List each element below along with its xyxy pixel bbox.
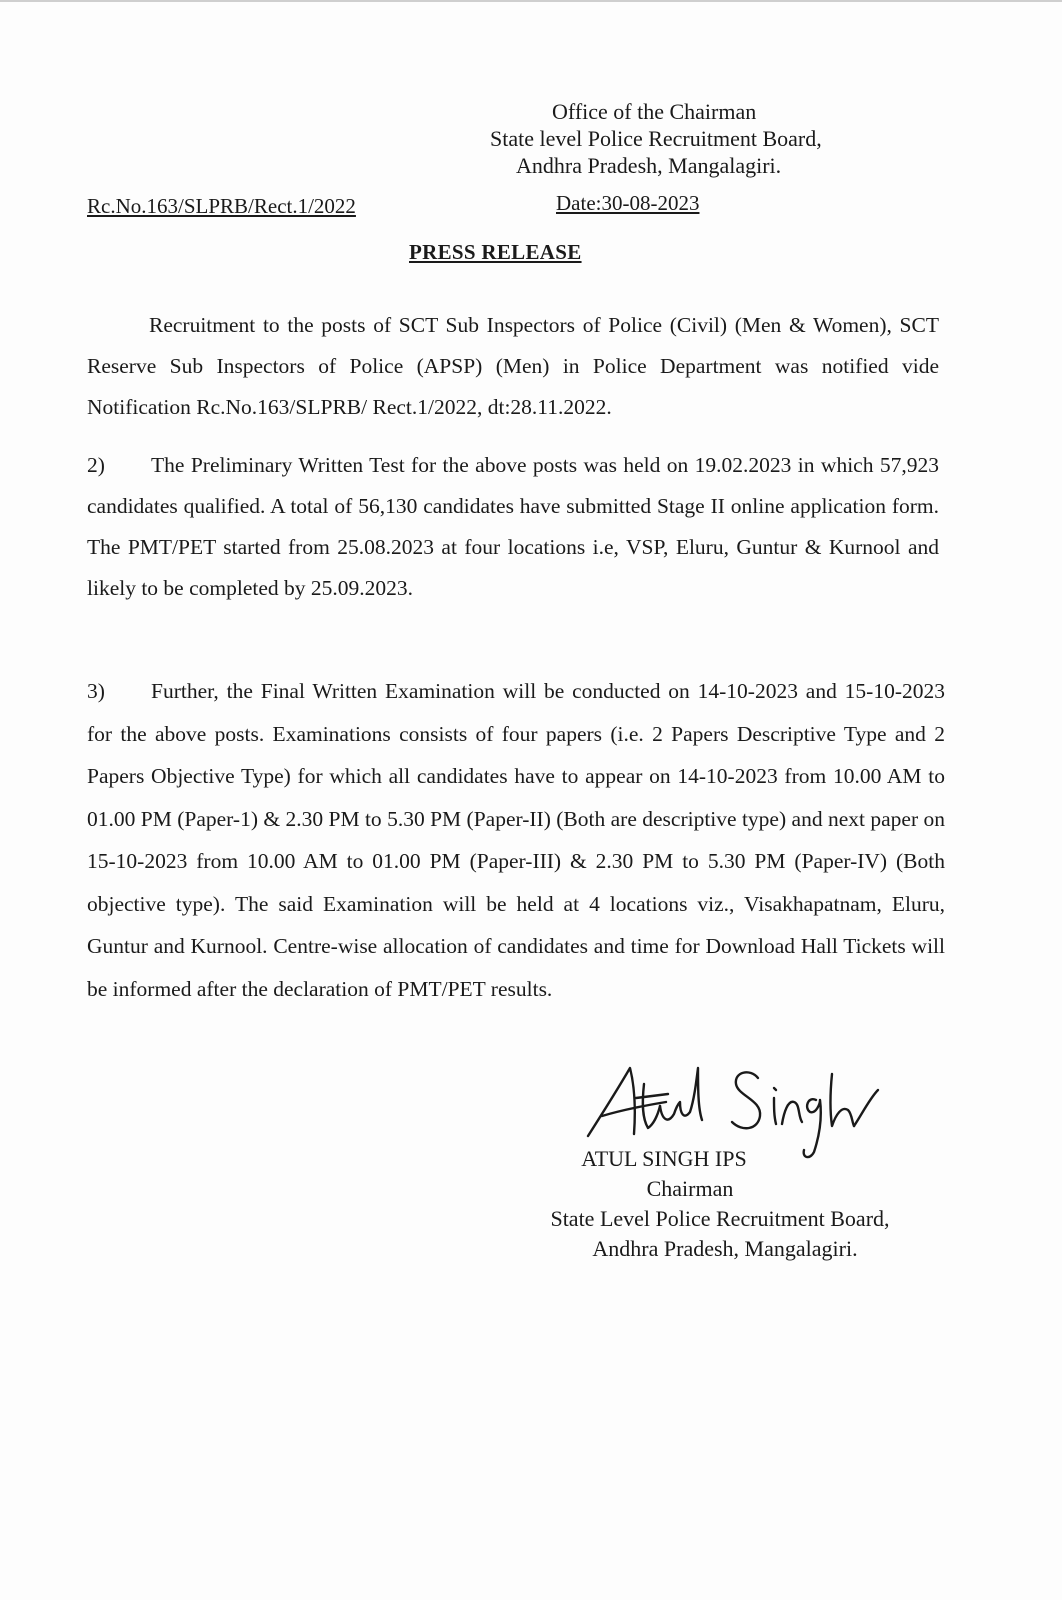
signatory-block <box>505 1144 935 1264</box>
document-title: PRESS RELEASE <box>409 240 582 264</box>
signatory-location: Andhra Pradesh, Mangalagiri. <box>592 1236 858 1261</box>
signatory-organization: State Level Police Recruitment Board, <box>550 1206 890 1231</box>
office-address-block <box>490 98 910 179</box>
paragraph-number: 2) <box>87 453 105 477</box>
paragraph-1 <box>87 305 939 428</box>
signatory-name: ATUL SINGH IPS <box>581 1146 747 1171</box>
paragraph-3 <box>87 670 945 1010</box>
paragraph-text: The Preliminary Written Test for the above posts was held on 19.02.2023 in which 57,923 candidates qualified. A total of 56,130 candidates have submitted Stage II online application form. The PMT/PET started from 25.08.2023 at four locations i.e, VSP, Eluru, Guntur & Kurnool and likely to be completed by 25.09.2023. <box>87 453 939 600</box>
paragraph-text: Recruitment to the posts of SCT Sub Inspectors of Police (Civil) (Men & Women), SCT Reserve Sub Inspectors of Police (APSP) (Men) in Police Department was notified vide Notification Rc.No.163/SLPRB/ Rect.1/2022, dt:28.11.2022. <box>87 313 939 419</box>
signatory-designation: Chairman <box>646 1176 734 1201</box>
paragraph-text: Further, the Final Written Examination will be conducted on 14-10-2023 and 15-10-2023 for the above posts. Examinations consists of four papers (i.e. 2 Papers Descriptive Type and 2 Papers Objective Type) for which all candidates have to appear on 14-10-2023 from 10.00 AM to 01.00 PM (Paper-1) & 2.30 PM to 5.30 PM (Paper-II) (Both are descriptive type) and next paper on 15-10-2023 from 10.00 AM to 01.00 PM (Paper-III) & 2.30 PM to 5.30 PM (Paper-IV) (Both objective type). The said Examination will be held at 4 locations viz., Visakhapatnam, Eluru, Guntur and Kurnool. Centre-wise allocation of candidates and time for Download Hall Tickets will be informed after the declaration of PMT/PET results. <box>87 679 945 1001</box>
office-location: Andhra Pradesh, Mangalagiri. <box>516 153 782 178</box>
paragraph-number: 3) <box>87 679 105 703</box>
reference-number: Rc.No.163/SLPRB/Rect.1/2022 <box>87 194 356 218</box>
office-title: Office of the Chairman <box>552 99 757 124</box>
paragraph-2 <box>87 445 939 609</box>
office-board-name: State level Police Recruitment Board, <box>490 126 822 151</box>
release-date: Date:30-08-2023 <box>556 191 700 215</box>
